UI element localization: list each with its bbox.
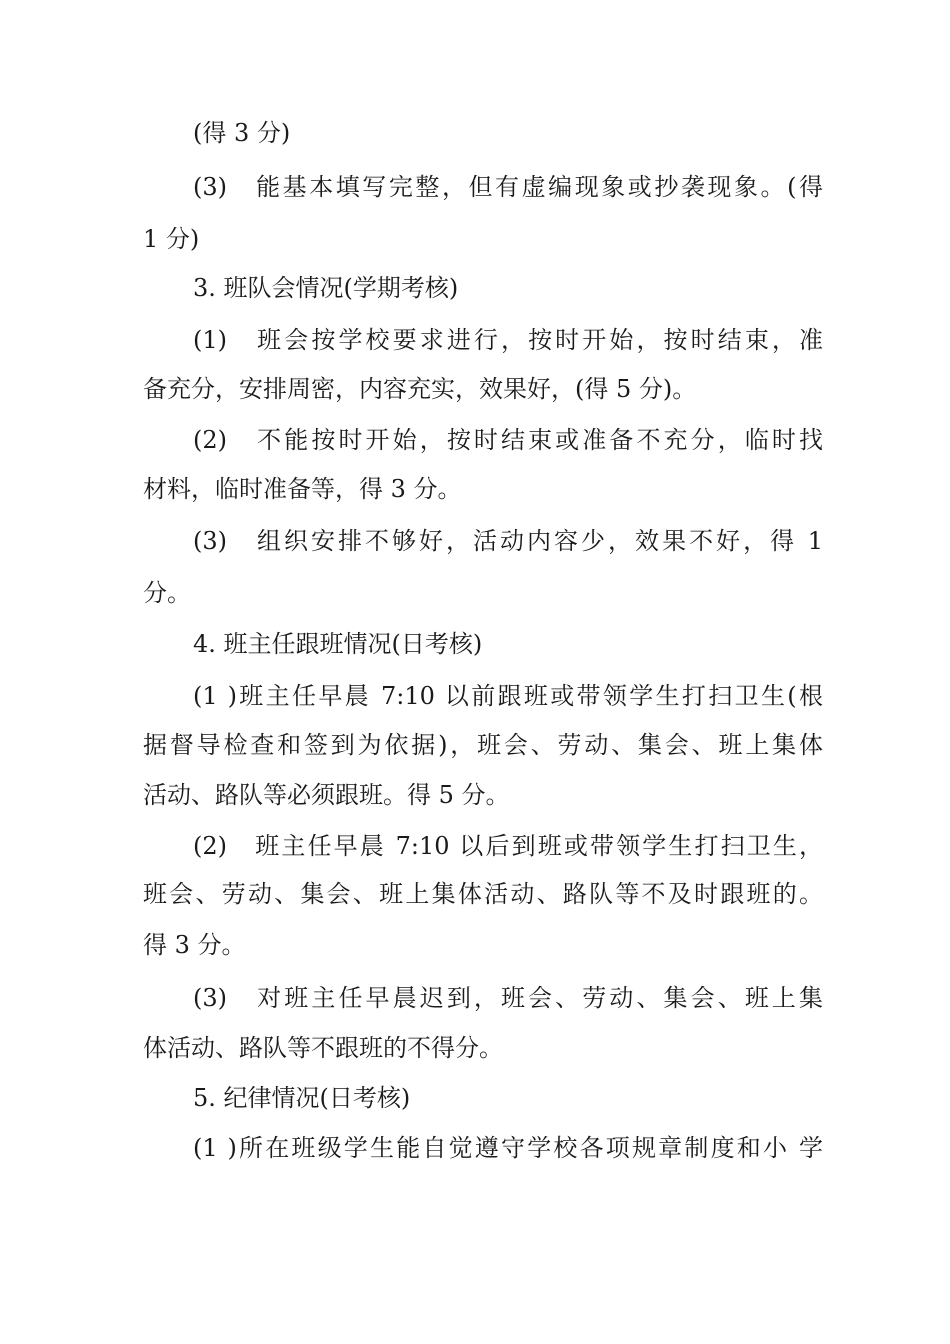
section-4-item-3-line-1: (3) 对班主任早晨迟到，班会、劳动、集会、班上集 (193, 984, 823, 1012)
section-4-item-2-line-2: 班会、劳动、集会、班上集体活动、路队等不及时跟班的。 (143, 880, 823, 908)
item-3-line-2: 1 分) (143, 225, 200, 253)
section-4-heading: 4. 班主任跟班情况(日考核) (193, 630, 483, 658)
section-3-item-1-line-2: 备充分，安排周密，内容充实，效果好，(得 5 分)。 (143, 375, 697, 403)
section-4-item-1-line-2: 据督导检查和签到为依据)，班会、劳动、集会、班上集体 (143, 731, 823, 759)
section-3-item-3-line-1: (3) 组织安排不够好，活动内容少，效果不好，得 1 (193, 527, 823, 555)
section-3-item-1-line-1: (1) 班会按学校要求进行，按时开始，按时结束，准 (193, 326, 823, 354)
section-5-item-1-line-1: (1 )所在班级学生能自觉遵守学校各项规章制度和小 学 (193, 1134, 823, 1162)
section-3-item-2-line-1: (2) 不能按时开始，按时结束或准备不充分，临时找 (193, 426, 823, 454)
score-note-line: (得 3 分) (193, 119, 291, 147)
section-3-item-3-line-2: 分。 (143, 579, 191, 607)
section-4-item-1-line-3: 活动、路队等必须跟班。得 5 分。 (143, 781, 510, 809)
section-5-heading: 5. 纪律情况(日考核) (193, 1084, 411, 1112)
section-4-item-1-line-1: (1 )班主任早晨 7:10 以前跟班或带领学生打扫卫生(根 (193, 682, 823, 710)
section-3-item-2-line-2: 材料，临时准备等，得 3 分。 (143, 475, 462, 503)
section-3-heading: 3. 班队会情况(学期考核) (193, 274, 459, 302)
section-4-item-2-line-3: 得 3 分。 (143, 931, 246, 959)
section-4-item-3-line-2: 体活动、路队等不跟班的不得分。 (143, 1034, 503, 1062)
item-3-line-1: (3) 能基本填写完整，但有虚编现象或抄袭现象。(得 (193, 173, 823, 201)
section-4-item-2-line-1: (2) 班主任早晨 7:10 以后到班或带领学生打扫卫生， (193, 832, 823, 860)
